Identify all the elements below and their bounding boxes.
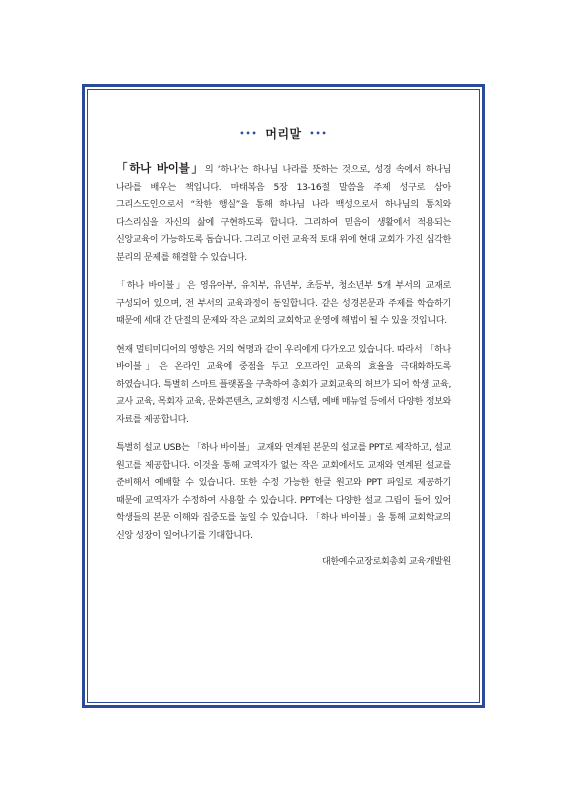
preface-heading xyxy=(85,125,482,142)
paragraph-3: 현재 멀티미디어의 영향은 거의 혁명과 같이 우리에게 다가오고 있습니다. 따라서 「하나 바이블」은 온라인 교육에 중점을 두고 오프라인 교육의 효율을 극대화하도록 하였습니다. 특별히 스마트 플랫폼을 구축하여 총회가 교회교육의 허브가 되어 학생 교육, 교사 교육, 목회자 교육, 문화콘텐츠, 교회행정 시스템, 예배 매뉴얼 등에서 다양한 정보와 자료를 제공합니다. xyxy=(116,344,451,425)
paragraph-1-text: 의 ‘하나’는 하나님 나라를 뜻하는 것으로, 성경 속에서 하나님 나라를 배우는 책입니다. 마태복음 5장 13-16절 말씀을 주제 성구로 삼아 그리스도인으로서 “착한 행실”을 통해 하나님 나라 백성으로서 하나님의 통치와 다스리심을 자신의 삶에 구현하도록 합니다. 그리하여 믿음이 생활에서 적용되는 신앙교육이 가능하도록 돕습니다. 그리고 이런 교육적 토대 위에 현대 교회가 가진 심각한 분리의 문제를 해결할 수 있습니다. xyxy=(116,165,451,263)
signature: 대한예수교장로회총회 교육개발원 xyxy=(321,557,451,568)
paragraph-1 xyxy=(116,160,451,268)
preface-body xyxy=(116,160,451,572)
heading-dots-left: ••• xyxy=(239,129,258,138)
book-title: 「하나 바이블」 xyxy=(116,161,205,175)
page-border-outer xyxy=(82,84,485,708)
heading-title: 머리말 xyxy=(265,127,302,141)
heading-dots-right: ••• xyxy=(309,129,328,138)
paragraph-4: 특별히 설교 USB는 「하나 바이블」 교재와 연계된 본문의 설교를 PPT로 제작하고, 설교 원고를 제공합니다. 이것을 통해 교역자가 없는 작은 교회에서도 교재와 연계된 설교를 준비해서 예배할 수 있습니다. 또한 수정 가능한 한글 원고와 PPT 파일로 제공하기 때문에 교역자가 수정하여 사용할 수 있습니다. PPT에는 다양한 설교 그림이 들어 있어 학생들의 본문 이해와 집중도를 높일 수 있습니다. 「하나 바이블」을 통해 교회학교의 신앙 성장이 일어나기를 기대합니다. xyxy=(116,443,451,542)
paragraph-2: 「하나 바이블」은 영유아부, 유치부, 유년부, 초등부, 청소년부 5개 부서의 교재로 구성되어 있으며, 전 부서의 교육과정이 동일합니다. 같은 성경본문과 주제를 학습하기 때문에 세대 간 단절의 문제와 작은 교회의 교회학교 운영에 해법이 될 수 있을 것입니다. xyxy=(116,281,451,327)
